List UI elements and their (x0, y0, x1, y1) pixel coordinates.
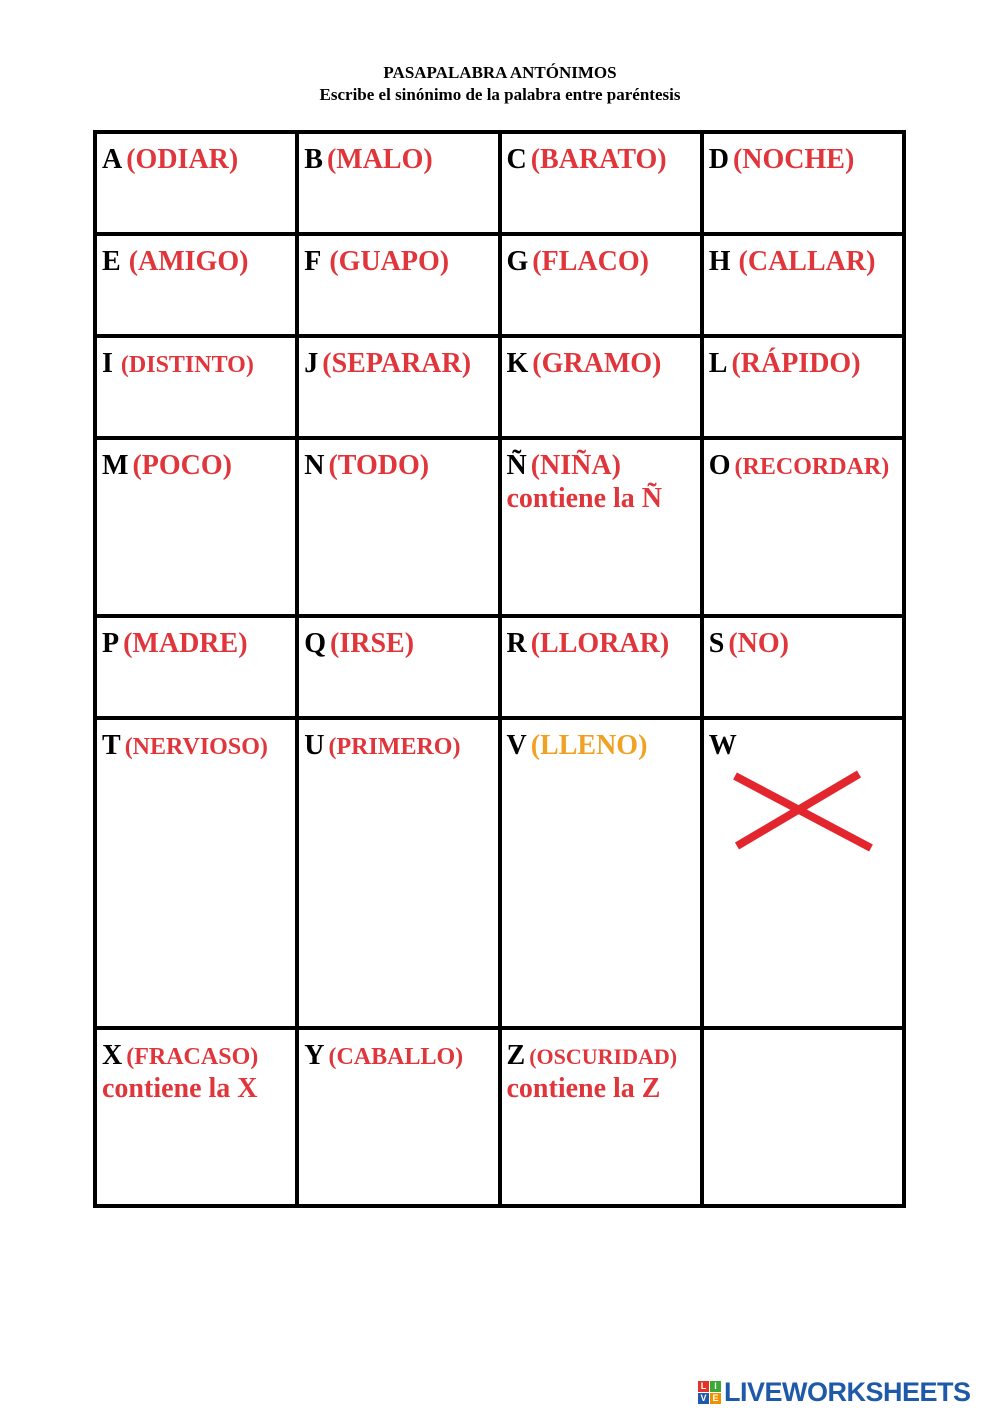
grid-row (95, 438, 904, 616)
cell-letter: X (102, 1040, 123, 1072)
cell-clue: (PRIMERO) (328, 733, 461, 760)
cell-letter: Z (506, 1040, 526, 1072)
cell-n[interactable] (297, 438, 499, 616)
cell-clue: (RÁPIDO) (731, 348, 861, 380)
cell-clue: (DISTINTO) (120, 352, 254, 379)
cell-letter: A (102, 144, 123, 175)
cell-s[interactable] (702, 616, 904, 718)
cell-clue: (POCO) (132, 450, 232, 482)
cell-letter: S (708, 627, 725, 659)
cell-hint: contiene la Z (506, 1073, 661, 1105)
cell-enye[interactable] (500, 438, 702, 616)
cell-o[interactable] (702, 438, 904, 616)
liveworksheets-brand[interactable] (698, 1377, 971, 1408)
cell-m[interactable] (95, 438, 297, 616)
cell-k[interactable] (500, 336, 702, 438)
cell-clue: (SEPARAR) (322, 348, 472, 380)
cell-d[interactable] (702, 132, 904, 234)
cell-v[interactable] (500, 718, 702, 1029)
cell-letter: Y (304, 1040, 325, 1072)
cell-g[interactable] (500, 234, 702, 336)
cell-letter: M (102, 450, 129, 482)
cell-clue: (ODIAR) (126, 144, 239, 175)
cell-clue: (AMIGO) (128, 246, 249, 278)
cell-clue: (IRSE) (330, 627, 415, 659)
cell-hint: contiene la Ñ (506, 483, 663, 515)
cell-letter: H (708, 246, 731, 278)
cell-e[interactable] (95, 234, 297, 336)
cell-letter: O (708, 450, 731, 482)
cell-clue: (GUAPO) (329, 246, 450, 278)
cell-letter: V (506, 729, 527, 761)
worksheet-header (0, 62, 1000, 106)
cell-clue: (FLACO) (532, 246, 649, 278)
cell-letter: E (102, 246, 121, 278)
cell-c[interactable] (500, 132, 702, 234)
cell-letter: F (304, 246, 322, 278)
cross-mark-icon (729, 766, 879, 856)
cell-empty (702, 1028, 904, 1206)
cell-clue: (MADRE) (123, 627, 248, 659)
liveworksheets-logo-icon: L I V E (698, 1381, 721, 1404)
cell-t[interactable] (95, 718, 297, 1029)
cell-z[interactable] (500, 1028, 702, 1206)
cell-clue: (FRACASO) (126, 1044, 259, 1071)
cell-b[interactable] (297, 132, 499, 234)
cell-f[interactable] (297, 234, 499, 336)
grid-row (95, 616, 904, 718)
cell-letter: W (708, 729, 737, 761)
cell-letter: L (708, 348, 728, 380)
cell-letter: R (506, 627, 527, 659)
cell-hint: contiene la X (102, 1073, 258, 1105)
cell-letter: C (506, 144, 527, 175)
cell-clue: (CALLAR) (738, 246, 876, 278)
cell-clue: (NIÑA) (530, 450, 621, 482)
cell-clue: (LLENO) (530, 729, 648, 761)
cell-q[interactable] (297, 616, 499, 718)
cell-p[interactable] (95, 616, 297, 718)
grid-row (95, 234, 904, 336)
cell-a[interactable] (95, 132, 297, 234)
cell-letter: P (102, 627, 120, 659)
cell-letter: Q (304, 627, 327, 659)
brand-name: LIVEWORKSHEETS (724, 1377, 971, 1407)
grid-row (95, 336, 904, 438)
grid-row (95, 132, 904, 234)
cell-y[interactable] (297, 1028, 499, 1206)
cell-clue: (NOCHE) (732, 144, 855, 175)
cell-letter: Ñ (506, 450, 527, 482)
grid-row (95, 718, 904, 1029)
cell-clue: (OSCURIDAD) (529, 1044, 678, 1070)
cell-clue: (NERVIOSO) (124, 733, 268, 760)
instruction-text: Escribe el sinónimo de la palabra entre paréntesis (319, 85, 681, 104)
cell-clue: (TODO) (328, 450, 430, 482)
cell-h[interactable] (702, 234, 904, 336)
cell-clue: (BARATO) (530, 144, 667, 175)
cell-u[interactable] (297, 718, 499, 1029)
cell-letter: G (506, 246, 529, 278)
cell-l[interactable] (702, 336, 904, 438)
pasapalabra-grid (93, 130, 906, 1208)
grid-row (95, 1028, 904, 1206)
page-title: PASAPALABRA ANTÓNIMOS (383, 63, 617, 82)
cell-j[interactable] (297, 336, 499, 438)
cell-letter: J (304, 348, 319, 380)
cell-r[interactable] (500, 616, 702, 718)
cell-w (702, 718, 904, 1029)
cell-letter: T (102, 729, 121, 761)
cell-clue: (GRAMO) (532, 348, 662, 380)
cell-letter: I (102, 348, 113, 380)
cell-clue: (LLORAR) (530, 627, 670, 659)
cell-letter: B (304, 144, 323, 175)
cell-letter: U (304, 729, 325, 761)
cell-clue: (MALO) (326, 144, 433, 175)
cell-letter: N (304, 450, 325, 482)
cell-letter: D (708, 144, 729, 175)
cell-i[interactable] (95, 336, 297, 438)
cell-clue: (RECORDAR) (734, 454, 890, 481)
cell-clue: (NO) (728, 627, 789, 659)
cell-clue: (CABALLO) (328, 1044, 464, 1071)
cell-x[interactable] (95, 1028, 297, 1206)
cell-letter: K (506, 348, 529, 380)
